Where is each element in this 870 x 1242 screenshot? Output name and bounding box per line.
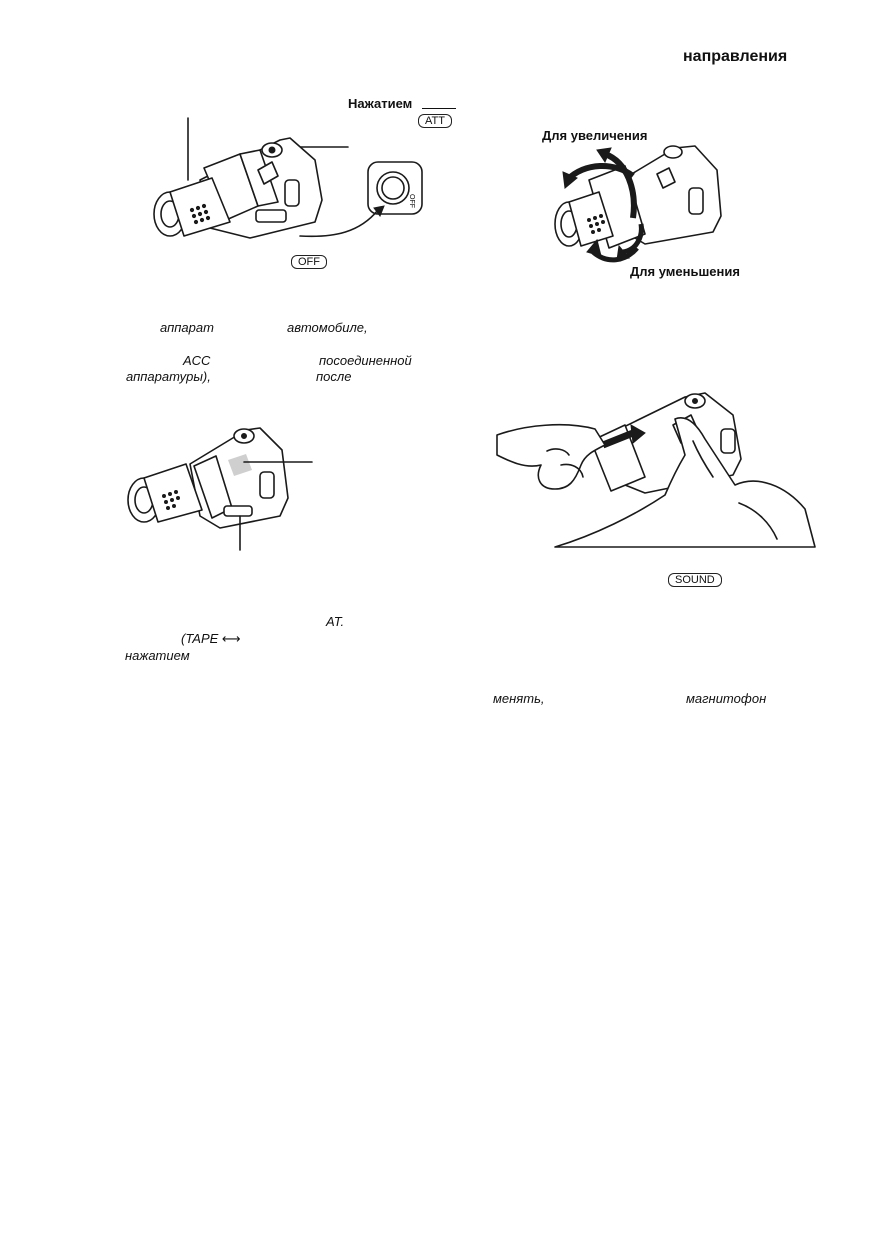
word-apparatury: аппаратуры), [126,369,211,384]
increase-label: Для увеличения [542,128,648,143]
off-key: OFF [291,255,327,269]
remote-stalk-figure-1 [140,110,440,270]
word-tape: (TAPE ⟷ [181,631,241,646]
word-at: AT. [326,614,345,629]
word-posoedinennoy: посоединенной [319,353,412,368]
hand-operation-figure [495,385,820,550]
word-menyat: менять, [493,691,545,706]
word-apparat: аппарат [160,320,214,335]
remote-stalk-figure-2 [545,140,745,270]
page-title: направления [683,48,788,65]
word-acc: ACC [183,353,211,368]
word-nazhatiem: нажатием [125,648,190,663]
off-printed-label: OFF [408,194,415,208]
word-magnitofon: магнитофон [686,691,767,706]
leader-line [422,108,456,109]
word-avtomobile: автомобиле, [287,320,368,335]
att-key: ATT [418,114,452,128]
decrease-label: Для уменьшения [630,264,740,279]
press-label: Нажатием [348,96,413,111]
sound-key: SOUND [668,573,722,587]
remote-stalk-figure-3 [120,420,320,555]
word-posle: после [316,369,352,384]
